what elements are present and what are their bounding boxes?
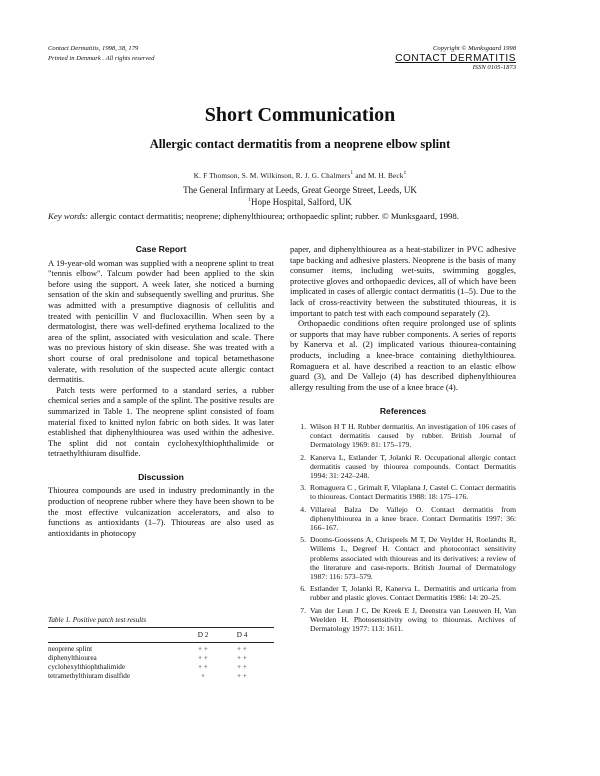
reference-item bbox=[290, 505, 516, 533]
discussion-paragraph-1-right: paper, and diphenylthiourea as a heat-stabilizer in PVC adhesive tape backing and adhesive plasters. Neoprene is the basis of many consumer items, including wet-suits, swimming goggles, protective gloves and orthopaedic devices, all of which have been implicated in cases of allergic contact dermatitis (1–5). Due to the lack of cross-reactivity between the substituted thioureas, it is important to patch test with each compound separately (2). bbox=[290, 244, 516, 318]
reference-number: 3. bbox=[300, 483, 306, 493]
copyright-line: Copyright © Munksgaard 1998 bbox=[433, 45, 516, 52]
citation-line: Contact Dermatitis, 1998, 38, 179 bbox=[48, 45, 139, 52]
reference-text: Estlander T, Jolanki R, Kanerva L. Dermatitis and urticaria from rubber and plastic gloves. Contact Dermatitis 1986: 14: 20–25. bbox=[310, 584, 516, 603]
keywords-label: Key words: bbox=[48, 211, 88, 221]
affiliation-2-line bbox=[0, 197, 600, 207]
patch-test-table bbox=[48, 616, 274, 681]
reference-item bbox=[290, 606, 516, 634]
reference-number: 6. bbox=[300, 584, 306, 594]
author-superscript-1: 1 bbox=[350, 170, 354, 176]
table-row bbox=[48, 654, 274, 663]
table-row bbox=[48, 645, 274, 654]
reference-text: Van der Leun J C, De Kreek E J, Deenstra van Leeuwen H, Van Weelden H. Photosensitivity owing to thioureas. Archives of Dermatology 1977: 113: 1611. bbox=[310, 605, 516, 633]
author-last: M. H. Beck bbox=[367, 172, 404, 180]
reference-list bbox=[290, 422, 516, 633]
reference-item bbox=[290, 584, 516, 602]
reference-item bbox=[290, 453, 516, 481]
reference-number: 7. bbox=[300, 605, 306, 615]
section-type-title: Short Communication bbox=[204, 104, 396, 126]
reference-text: Villareal Balza De Vallejo O. Contact dermatitis from diphenylthiourea in a knee brace. Contact Dermatitis 1997: 36: 166–167. bbox=[310, 504, 516, 532]
reference-number: 2. bbox=[300, 452, 306, 462]
table-cell: cyclohexylthiophthalimide bbox=[48, 663, 126, 671]
reference-number: 4. bbox=[300, 504, 306, 514]
printed-line: Printed in Denmark . All rights reserved bbox=[48, 54, 155, 62]
keywords-text: allergic contact dermatitis; neoprene; diphenylthiourea; orthopaedic splint; rubber. © Munksgaard, 1998. bbox=[90, 211, 460, 221]
reference-number: 1. bbox=[300, 421, 306, 431]
discussion-paragraph-1-left: Thiourea compounds are used in industry predominantly in the production of neoprene rubber where they have been shown to be the most effective vulcanization accelerators, and also to functions as antioxidants (1–7). Thioureas are also used as antioxidants in photocopy bbox=[48, 485, 274, 538]
keywords-line bbox=[48, 211, 528, 221]
left-column bbox=[48, 244, 274, 538]
case-report-paragraph-2: Patch tests were performed to a standard series, a rubber chemical series and a sample of the splint. The positive results are summarized in Table 1. The neoprene splint consisted of foam material fixed to knitted nylon fabric on both sides. It was later established that diphenylthiourea was used within the adhesive. The splint did not contain cyclohexylthiophthalimide or tetraethylthiuram disulfide. bbox=[48, 384, 274, 459]
article-title: Allergic contact dermatitis from a neoprene elbow splint bbox=[149, 137, 451, 151]
table-cell: + + bbox=[237, 645, 247, 653]
discussion-paragraph-2: Orthopaedic conditions often require prolonged use of splints or supports that may have rubber components. A series of reports by Kanerva et al. (2) implicated various thiourea-containing products, including a knee-brace containing diethylthiourea. Romaguera et al. have described a reaction to an elastic elbow guard (3), and De Vallejo (4) has described diphenylthiourea allergy resulting from the use of a knee brace (4). bbox=[290, 318, 516, 392]
affiliation-superscript: 1 bbox=[248, 197, 251, 203]
reference-item bbox=[290, 422, 516, 450]
table-body bbox=[48, 643, 274, 681]
table-row bbox=[48, 663, 274, 672]
reference-text: Kanerva L, Estlander T, Jolanki R. Occupational allergic contact dermatitis caused by thiourea compounds. Contact Dermatitis 1994: 31: 242–248. bbox=[310, 452, 516, 480]
table-cell: + + bbox=[237, 663, 247, 671]
reference-item bbox=[290, 535, 516, 581]
table-cell: + + bbox=[198, 654, 208, 662]
discussion-heading: Discussion bbox=[138, 471, 184, 482]
table-cell: + + bbox=[237, 672, 247, 680]
table-cell: tetramethylthiuram disulfide bbox=[48, 672, 131, 680]
running-header-right bbox=[395, 44, 516, 73]
issn-line: ISSN 0105-1873 bbox=[472, 64, 516, 71]
reference-item bbox=[290, 483, 516, 501]
table-caption: Table 1. Positive patch test results bbox=[48, 616, 147, 624]
table-cell: + bbox=[200, 672, 206, 680]
reference-text: Romaguera C , Grimalt F, Vilaplana J, Castel C. Contact dermatitis to thioureas. Contact Dermatitis 1988: 18: 175–176. bbox=[310, 483, 516, 502]
author-line bbox=[0, 170, 600, 180]
table-header-row bbox=[48, 628, 274, 642]
reference-text: Wilson H T H. Rubber dermatitis. An investigation of 106 cases of contact dermatitis caused by rubber. British Journal of Dermatology 1969: 81: 175–179. bbox=[310, 421, 516, 450]
table-cell: diphenylthiourea bbox=[48, 654, 97, 662]
table-header-cell: D 2 bbox=[197, 631, 209, 639]
table-header-cell: D 4 bbox=[236, 631, 248, 639]
reference-text: Dooms-Goossens A, Chrispeels M T, De Veylder H, Roelandts R, Willems L, Degreef H. Contact and photocontact sensitivity problems associated with thioureas and its derivatives: a review of the literature and case-reports. British Journal of Dermatology 1987: 116: 573–579. bbox=[310, 535, 516, 581]
reference-number: 5. bbox=[300, 535, 306, 545]
authors-main: K. F Thomson, S. M. Wilkinson, R. J. G. Chalmers bbox=[193, 172, 351, 180]
affiliation-1: The General Infirmary at Leeds, Great George Street, Leeds, UK bbox=[183, 185, 417, 195]
case-report-paragraph-1: A 19-year-old woman was supplied with a neoprene splint to treat "tennis elbow". Talcum powder had been applied to the skin before using the support. A week later, she noticed a burning sensation of the skin and subsequently swelling and pruritus. She was admitted with a presumptive diagnosis of cellulitis and treated with penicillin V and flucloxacillin. When seen by a dermatologist, there was well-defined erythema localized to the area of the splint, associated with vesiculation and scale. There was no previous history of skin disease. She was treated with a short course of oral prednisolone and topical betamethasone valerate, with resolution of the suspected acute allergic contact dermatitis. bbox=[48, 257, 274, 385]
table-cell: + + bbox=[198, 645, 208, 653]
references-heading: References bbox=[379, 406, 427, 417]
table-cell: + + bbox=[237, 654, 247, 662]
author-superscript-2: 1 bbox=[403, 170, 407, 176]
affiliation-2: Hope Hospital, Salford, UK bbox=[251, 197, 352, 207]
table-row bbox=[48, 672, 274, 681]
case-report-heading: Case Report bbox=[135, 244, 187, 254]
table-cell: neoprene splint bbox=[48, 645, 93, 653]
authors-and: and bbox=[355, 172, 366, 180]
right-column bbox=[290, 244, 516, 636]
table-header-cell bbox=[48, 631, 186, 640]
journal-logo: CONTACT DERMATITIS bbox=[395, 52, 516, 64]
table-cell: + + bbox=[198, 663, 208, 671]
running-header-left bbox=[48, 44, 154, 63]
